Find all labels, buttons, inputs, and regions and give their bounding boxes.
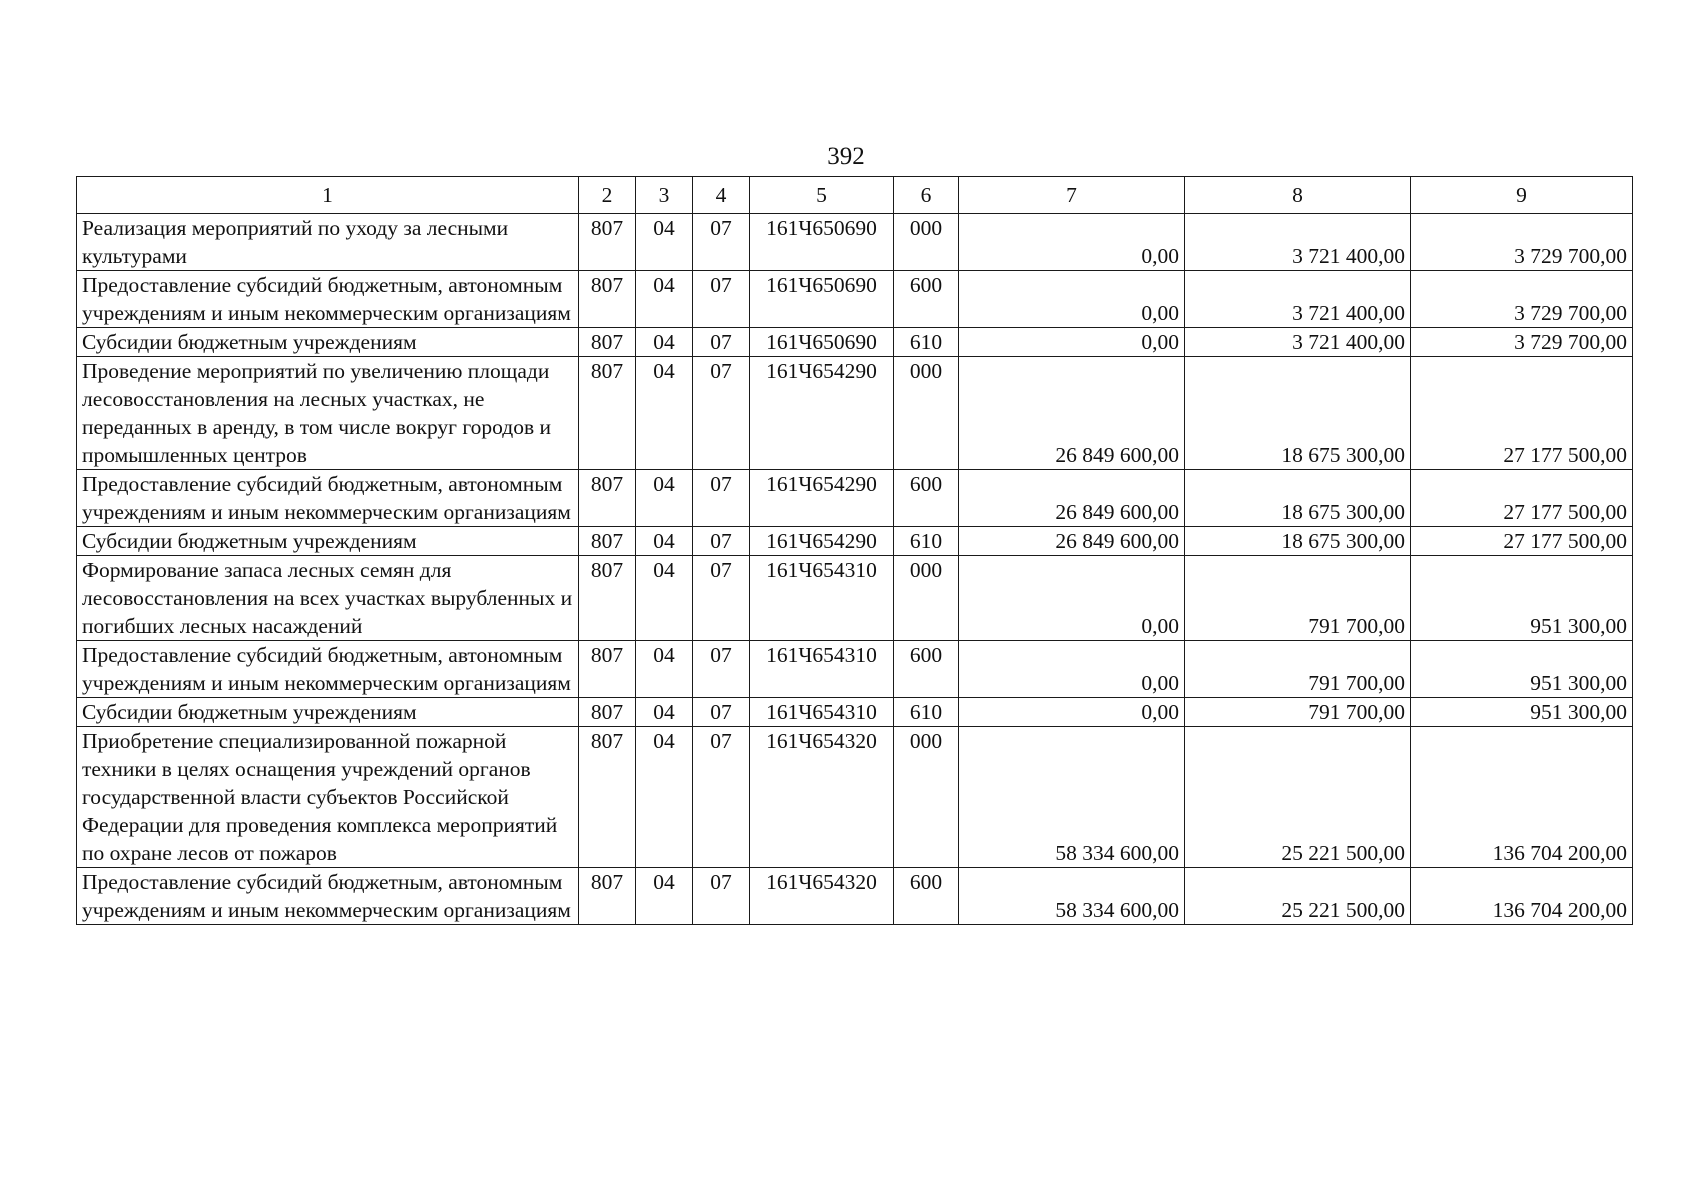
row-code-4: 07 xyxy=(693,868,750,925)
page-number: 392 xyxy=(827,143,865,170)
row-code-3: 04 xyxy=(636,357,693,470)
table-row xyxy=(77,698,1633,727)
row-code-3: 04 xyxy=(636,527,693,556)
row-amount-7: 26 849 600,00 xyxy=(959,527,1185,556)
row-amount-9: 27 177 500,00 xyxy=(1411,470,1633,527)
header-cell: 2 xyxy=(579,177,636,214)
row-code-6: 600 xyxy=(894,641,959,698)
row-code-5: 161Ч650690 xyxy=(750,271,894,328)
row-code-5: 161Ч654310 xyxy=(750,698,894,727)
row-amount-9: 27 177 500,00 xyxy=(1411,527,1633,556)
row-code-5: 161Ч654310 xyxy=(750,556,894,641)
row-code-4: 07 xyxy=(693,641,750,698)
budget-table xyxy=(76,176,1633,925)
row-amount-8: 18 675 300,00 xyxy=(1185,470,1411,527)
table-row xyxy=(77,556,1633,641)
row-code-6: 610 xyxy=(894,527,959,556)
row-code-4: 07 xyxy=(693,698,750,727)
row-code-2: 807 xyxy=(579,641,636,698)
row-code-5: 161Ч654290 xyxy=(750,527,894,556)
row-code-6: 000 xyxy=(894,214,959,271)
header-cell: 9 xyxy=(1411,177,1633,214)
row-code-5: 161Ч650690 xyxy=(750,214,894,271)
row-code-5: 161Ч654290 xyxy=(750,470,894,527)
header-row xyxy=(77,177,1633,214)
row-amount-8: 791 700,00 xyxy=(1185,556,1411,641)
table-row xyxy=(77,357,1633,470)
row-code-4: 07 xyxy=(693,727,750,868)
row-code-6: 610 xyxy=(894,328,959,357)
row-code-4: 07 xyxy=(693,527,750,556)
row-code-5: 161Ч654290 xyxy=(750,357,894,470)
row-code-6: 000 xyxy=(894,727,959,868)
row-amount-9: 951 300,00 xyxy=(1411,698,1633,727)
row-amount-8: 18 675 300,00 xyxy=(1185,527,1411,556)
header-cell: 7 xyxy=(959,177,1185,214)
row-code-2: 807 xyxy=(579,357,636,470)
row-code-6: 000 xyxy=(894,357,959,470)
row-amount-7: 0,00 xyxy=(959,556,1185,641)
row-code-6: 600 xyxy=(894,868,959,925)
table-row xyxy=(77,868,1633,925)
row-code-3: 04 xyxy=(636,328,693,357)
row-amount-9: 951 300,00 xyxy=(1411,556,1633,641)
table-row xyxy=(77,641,1633,698)
row-name: Предоставление субсидий бюджетным, автономным учреждениям и иным некоммерческим организациям xyxy=(77,868,579,925)
row-amount-9: 3 729 700,00 xyxy=(1411,271,1633,328)
row-amount-9: 136 704 200,00 xyxy=(1411,727,1633,868)
header-cell: 4 xyxy=(693,177,750,214)
table-row xyxy=(77,328,1633,357)
table-row xyxy=(77,271,1633,328)
row-code-6: 600 xyxy=(894,271,959,328)
row-code-6: 000 xyxy=(894,556,959,641)
row-code-5: 161Ч654320 xyxy=(750,868,894,925)
row-code-2: 807 xyxy=(579,868,636,925)
row-amount-8: 791 700,00 xyxy=(1185,698,1411,727)
row-amount-7: 58 334 600,00 xyxy=(959,868,1185,925)
row-amount-9: 136 704 200,00 xyxy=(1411,868,1633,925)
header-cell: 5 xyxy=(750,177,894,214)
row-code-2: 807 xyxy=(579,727,636,868)
row-code-3: 04 xyxy=(636,271,693,328)
row-amount-8: 3 721 400,00 xyxy=(1185,271,1411,328)
row-code-4: 07 xyxy=(693,328,750,357)
row-code-3: 04 xyxy=(636,727,693,868)
header-cell: 3 xyxy=(636,177,693,214)
row-code-2: 807 xyxy=(579,470,636,527)
row-code-5: 161Ч654310 xyxy=(750,641,894,698)
row-name: Приобретение специализированной пожарной техники в целях оснащения учреждений органов государственной власти субъектов Российской Федерации для проведения комплекса мероприятий по охране лесов от пожаров xyxy=(77,727,579,868)
row-code-3: 04 xyxy=(636,556,693,641)
row-code-2: 807 xyxy=(579,328,636,357)
row-code-4: 07 xyxy=(693,357,750,470)
row-code-6: 610 xyxy=(894,698,959,727)
row-amount-7: 0,00 xyxy=(959,641,1185,698)
table-row xyxy=(77,527,1633,556)
row-amount-8: 25 221 500,00 xyxy=(1185,727,1411,868)
row-name: Предоставление субсидий бюджетным, автономным учреждениям и иным некоммерческим организациям xyxy=(77,641,579,698)
row-code-5: 161Ч650690 xyxy=(750,328,894,357)
row-code-3: 04 xyxy=(636,214,693,271)
row-code-2: 807 xyxy=(579,214,636,271)
row-amount-7: 26 849 600,00 xyxy=(959,470,1185,527)
header-cell: 1 xyxy=(77,177,579,214)
row-amount-8: 25 221 500,00 xyxy=(1185,868,1411,925)
row-name: Проведение мероприятий по увеличению площади лесовосстановления на лесных участках, не переданных в аренду, в том числе вокруг городов и промышленных центров xyxy=(77,357,579,470)
row-amount-8: 18 675 300,00 xyxy=(1185,357,1411,470)
row-amount-9: 3 729 700,00 xyxy=(1411,214,1633,271)
table-row xyxy=(77,470,1633,527)
row-code-3: 04 xyxy=(636,698,693,727)
row-code-5: 161Ч654320 xyxy=(750,727,894,868)
row-amount-9: 951 300,00 xyxy=(1411,641,1633,698)
row-amount-9: 27 177 500,00 xyxy=(1411,357,1633,470)
row-amount-7: 58 334 600,00 xyxy=(959,727,1185,868)
table-row xyxy=(77,214,1633,271)
row-name: Субсидии бюджетным учреждениям xyxy=(77,328,579,357)
row-code-2: 807 xyxy=(579,271,636,328)
row-name: Формирование запаса лесных семян для лесовосстановления на всех участках вырубленных и погибших лесных насаждений xyxy=(77,556,579,641)
row-code-4: 07 xyxy=(693,214,750,271)
row-name: Предоставление субсидий бюджетным, автономным учреждениям и иным некоммерческим организациям xyxy=(77,470,579,527)
row-code-4: 07 xyxy=(693,271,750,328)
row-name: Субсидии бюджетным учреждениям xyxy=(77,698,579,727)
row-code-3: 04 xyxy=(636,641,693,698)
row-code-3: 04 xyxy=(636,470,693,527)
row-code-2: 807 xyxy=(579,698,636,727)
row-amount-8: 3 721 400,00 xyxy=(1185,214,1411,271)
row-code-3: 04 xyxy=(636,868,693,925)
row-amount-7: 0,00 xyxy=(959,698,1185,727)
row-amount-8: 791 700,00 xyxy=(1185,641,1411,698)
row-amount-7: 0,00 xyxy=(959,214,1185,271)
row-code-2: 807 xyxy=(579,527,636,556)
row-amount-7: 0,00 xyxy=(959,271,1185,328)
row-code-6: 600 xyxy=(894,470,959,527)
row-name: Субсидии бюджетным учреждениям xyxy=(77,527,579,556)
row-name: Предоставление субсидий бюджетным, автономным учреждениям и иным некоммерческим организациям xyxy=(77,271,579,328)
row-amount-9: 3 729 700,00 xyxy=(1411,328,1633,357)
row-code-2: 807 xyxy=(579,556,636,641)
header-cell: 8 xyxy=(1185,177,1411,214)
table-row xyxy=(77,727,1633,868)
row-amount-8: 3 721 400,00 xyxy=(1185,328,1411,357)
row-amount-7: 0,00 xyxy=(959,328,1185,357)
header-cell: 6 xyxy=(894,177,959,214)
row-code-4: 07 xyxy=(693,556,750,641)
row-amount-7: 26 849 600,00 xyxy=(959,357,1185,470)
row-code-4: 07 xyxy=(693,470,750,527)
row-name: Реализация мероприятий по уходу за лесными культурами xyxy=(77,214,579,271)
